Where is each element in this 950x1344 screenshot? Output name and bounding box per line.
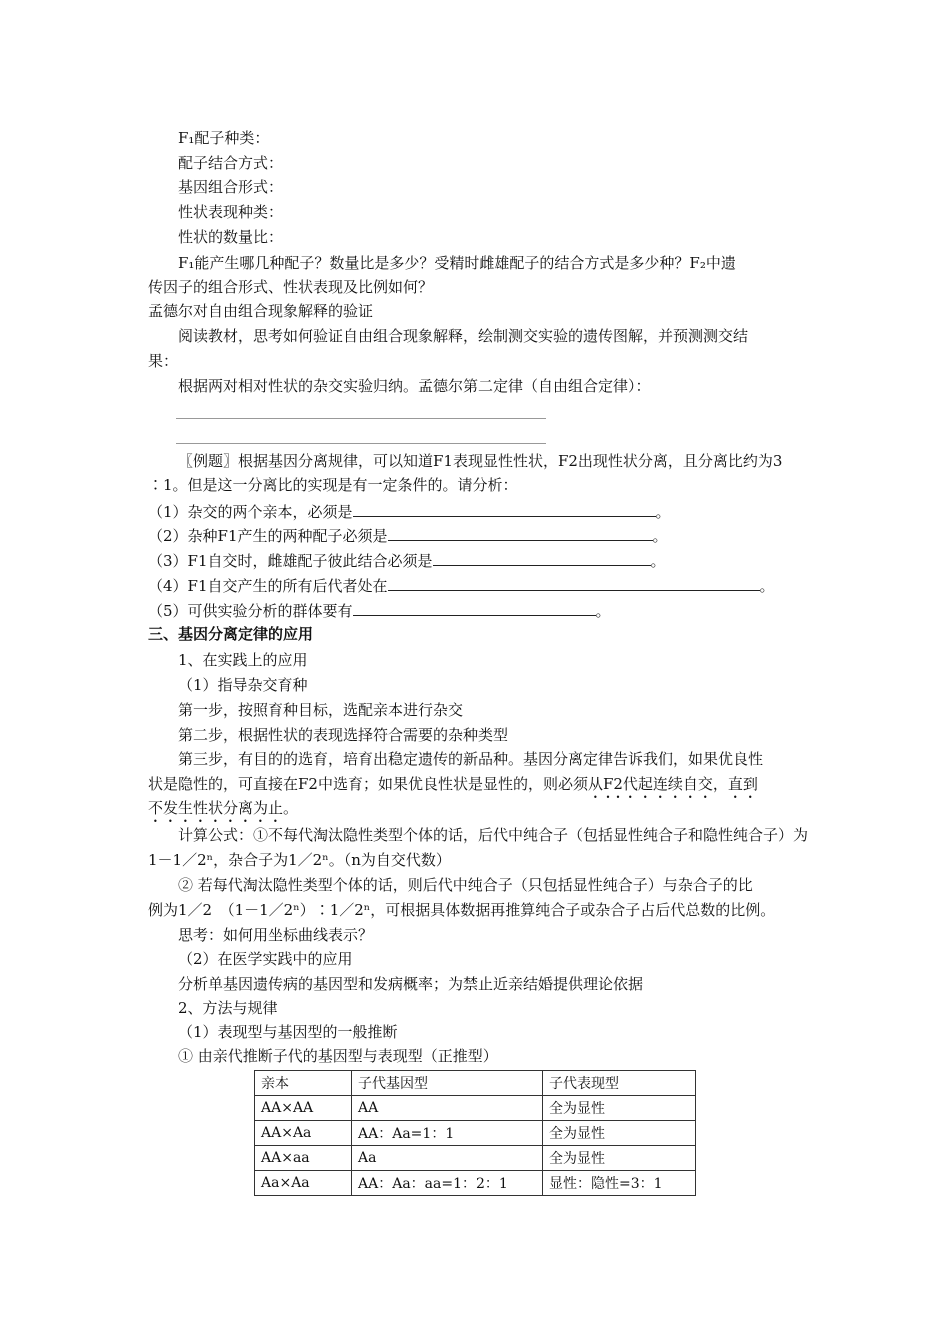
header-phenotype: 子代表现型 bbox=[543, 1071, 696, 1096]
question-1-text: （1）杂交的两个亲本，必须是 bbox=[148, 503, 353, 521]
cell-phenotype: 全为显性 bbox=[543, 1121, 696, 1146]
emphasis-no-segregation: 不发生性状分离为止 bbox=[148, 799, 284, 817]
step-1: 第一步，按照育种目标，选配亲本进行杂交 bbox=[178, 701, 464, 719]
reading-task-cont: 果： bbox=[148, 352, 179, 370]
cell-parent: AA×Aa bbox=[255, 1121, 352, 1146]
formula-1-cont: 1－1／2ⁿ，杂合子为1／2ⁿ。（n为自交代数） bbox=[148, 851, 451, 869]
cell-parent: AA×AA bbox=[255, 1096, 352, 1121]
example-cont: ∶1。但是这一分离比的实现是有一定条件的。请分析： bbox=[148, 476, 518, 494]
question-4-text: （4）F1自交产生的所有后代者处在 bbox=[148, 577, 388, 595]
table-header bbox=[255, 1071, 696, 1096]
question-5-end: 。 bbox=[595, 602, 611, 620]
section-heading-3: 三、基因分离定律的应用 bbox=[148, 625, 314, 643]
question-5 bbox=[148, 599, 611, 621]
think-curve: 思考：如何用坐标曲线表示？ bbox=[178, 926, 374, 944]
question-3-text: （3）F1自交时，雌雄配子彼此结合必须是 bbox=[148, 552, 433, 570]
formula-2: ② 若每代淘汰隐性类型个体的话，则后代中纯合子（只包括显性纯合子）与杂合子的比 bbox=[178, 876, 753, 894]
breeding-guide: （1）指导杂交育种 bbox=[178, 676, 308, 694]
table-row bbox=[255, 1121, 696, 1146]
step-2: 第二步，根据性状的表现选择符合需要的杂种类型 bbox=[178, 726, 509, 744]
cell-genotype: AA：Aa=1：1 bbox=[352, 1121, 543, 1146]
table-row bbox=[255, 1146, 696, 1171]
question-1 bbox=[148, 500, 671, 522]
cell-phenotype: 显性：隐性=3：1 bbox=[543, 1171, 696, 1196]
question-2 bbox=[148, 524, 668, 546]
step-3-end bbox=[148, 798, 298, 826]
table-row bbox=[255, 1096, 696, 1121]
step-3-period: 。 bbox=[283, 799, 299, 817]
practice-application: 1、在实践上的应用 bbox=[178, 651, 308, 669]
genetic-disease: 分析单基因遗传病的基因型和发病概率；为禁止近亲结婚提供理论依据 bbox=[178, 975, 644, 993]
example-title: 〖例题〗根据基因分离规律，可以知道F1表现显性性状，F2出现性状分离，且分离比约为3 bbox=[178, 452, 783, 470]
formula-1: 计算公式：①不每代淘汰隐性类型个体的话，后代中纯合子（包括显性纯合子和隐性纯合子）为 bbox=[178, 826, 809, 844]
f1-gamete-types: F₁配子种类： bbox=[178, 129, 270, 147]
question-2-text: （2）杂种F1产生的两种配子必须是 bbox=[148, 527, 388, 545]
reading-task: 阅读教材，思考如何验证自由组合现象解释，绘制测交实验的遗传图解，并预测测交结 bbox=[178, 327, 749, 345]
methods-rules: 2、方法与规律 bbox=[178, 999, 278, 1017]
answer-rule-1 bbox=[176, 418, 546, 419]
step-3: 第三步，有目的的选育，培育出稳定遗传的新品种。基因分离定律告诉我们，如果优良性 bbox=[178, 750, 764, 768]
gamete-combination: 配子结合方式： bbox=[178, 154, 284, 172]
question-f1: F₁能产生哪几种配子？数量比是多少？受精时雌雄配子的结合方式是多少种？F₂中遗 bbox=[178, 254, 736, 272]
header-parent: 亲本 bbox=[255, 1071, 352, 1096]
table-row bbox=[255, 1171, 696, 1196]
cell-phenotype: 全为显性 bbox=[543, 1146, 696, 1171]
step-3-cont-text: 状是隐性的，可直接在F2中选育；如果优良性状是显性的，则必须 bbox=[148, 775, 588, 793]
question-f1-cont: 传因子的组合形式、性状表现及比例如何？ bbox=[148, 278, 434, 296]
answer-rule-2 bbox=[176, 443, 546, 444]
forward-inference: ① 由亲代推断子代的基因型与表现型（正推型） bbox=[178, 1047, 498, 1065]
question-1-end: 。 bbox=[655, 503, 671, 521]
cell-genotype: AA：Aa：aa=1：2：1 bbox=[352, 1171, 543, 1196]
gene-combination: 基因组合形式： bbox=[178, 178, 284, 196]
question-3 bbox=[148, 549, 666, 571]
medical-application: （2）在医学实践中的应用 bbox=[178, 950, 353, 968]
blank-5[interactable] bbox=[353, 599, 596, 616]
question-4 bbox=[148, 574, 775, 596]
cell-genotype: AA bbox=[352, 1096, 543, 1121]
cell-parent: AA×aa bbox=[255, 1146, 352, 1171]
blank-1[interactable] bbox=[353, 500, 656, 517]
header-genotype: 子代基因型 bbox=[352, 1071, 543, 1096]
blank-2[interactable] bbox=[388, 524, 653, 541]
question-4-end: 。 bbox=[759, 577, 775, 595]
cell-parent: Aa×Aa bbox=[255, 1171, 352, 1196]
formula-2-cont: 例为1／2 （1－1／2ⁿ）∶1／2ⁿ，可根据具体数据再推算纯合子或杂合子占后代总数的比例。 bbox=[148, 901, 776, 919]
genotype-table bbox=[254, 1070, 696, 1196]
blank-4[interactable] bbox=[388, 574, 760, 591]
question-5-text: （5）可供实验分析的群体要有 bbox=[148, 602, 353, 620]
cell-phenotype: 全为显性 bbox=[543, 1096, 696, 1121]
question-3-end: 。 bbox=[650, 552, 666, 570]
trait-types: 性状表现种类： bbox=[178, 203, 284, 221]
blank-3[interactable] bbox=[433, 549, 651, 566]
inference: （1）表现型与基因型的一般推断 bbox=[178, 1023, 398, 1041]
emphasis-selfing: 从F2代起连续自交，直到 bbox=[587, 775, 758, 793]
section-verification: 孟德尔对自由组合现象解释的验证 bbox=[148, 302, 374, 320]
second-law: 根据两对相对性状的杂交实验归纳。孟德尔第二定律（自由组合定律）： bbox=[178, 377, 651, 395]
cell-genotype: Aa bbox=[352, 1146, 543, 1171]
trait-ratio: 性状的数量比： bbox=[178, 228, 284, 246]
question-2-end: 。 bbox=[652, 527, 668, 545]
